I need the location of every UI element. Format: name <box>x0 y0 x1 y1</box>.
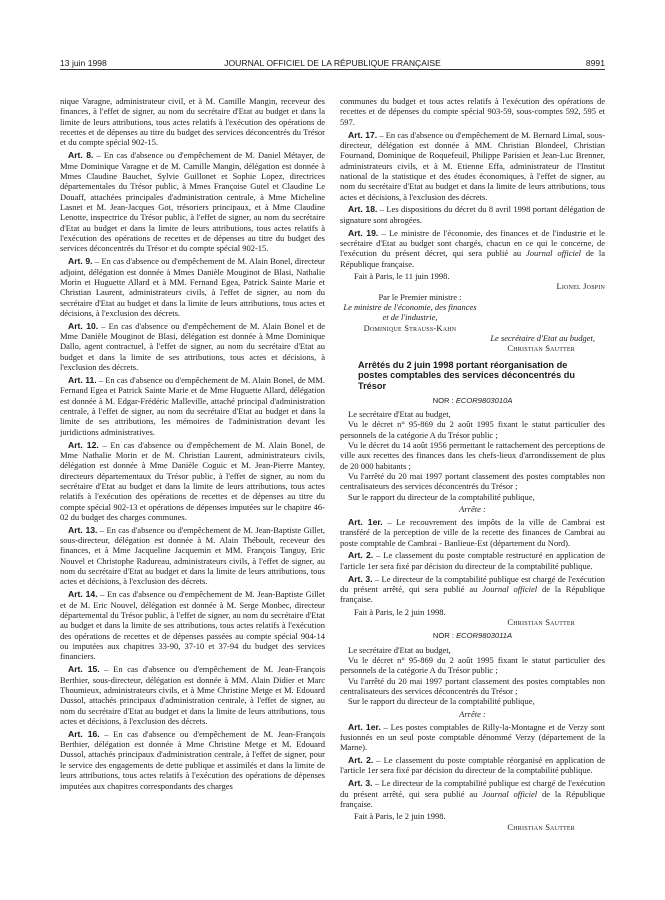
article-19 <box>340 228 605 269</box>
article-number: Art. 17. <box>348 129 378 140</box>
secretary-title: Le secrétaire d'Etat au budget, <box>490 333 595 344</box>
arretes-title: Arrêtés du 2 juin 1998 portant réorganisation de postes comptables des services déconcentrés du Trésor <box>358 359 576 391</box>
nor-reference <box>340 396 605 406</box>
journal-officiel-ref: Journal officiel <box>482 788 538 799</box>
article-8 <box>60 150 325 253</box>
article-11 <box>60 375 325 437</box>
article-number: Art. 2. <box>348 755 374 766</box>
article-text: de la République française. <box>340 248 605 269</box>
article-text: – En cas d'absence ou d'empêchement de M. Alain Bonel, directeur adjoint, délégation est donnée à Mmes Danièle Mouginot de Blasi, Nathalie Morin et Huguette Allard et à MM. Fernand Egea, Patrick Sainte Marie et Christian Laurent, administrateurs civils, à l'effet de signer, au nom du secrétaire d'Etat au budget et dans la limite de leurs attributions, tous actes et décisions, à l'exclusion des décrets. <box>60 256 325 318</box>
article-text: – En cas d'absence ou d'empêchement de M. Alain Bonel et de Mme Danièle Mouginot de Blasi, délégation est donnée à Mme Dominique Dallo, agent contractuel, à l'effet de signer, au nom du secrétaire d'Etat au budget et dans la limite de ses attributions, tous actes et décisions, à l'exclusion des décrets. <box>60 320 325 373</box>
article-text: – Le classement du poste comptable restructuré en application de l'article 1er sera fixé par décision du directeur de la comptabilité publique. <box>340 550 605 571</box>
left-intro: nique Varagne, administrateur civil, et à M. Camille Mangin, receveur des finances, à l'effet de signer, au nom du secrétaire d'Etat au budget et dans la limite de leurs attributions, tous actes relatifs à l'exécution des opérations de recettes et de dépenses au titre du budget des services déconcentrés du Trésor et du compte spécial 902-15. <box>60 96 325 148</box>
article-text: – En cas d'absence ou d'empêchement de M. Jean-Baptiste Gillet, sous-directeur, délégation est donnée à M. Alain Théboult, receveur des finances, et à Mme Jacqueline Jacquemin et MM. François Tanguy, Eric Nouvel et Christophe Radureau, administrateurs civils, à l'effet de signer, au nom du secrétaire d'Etat au budget et dans la limite de leurs attributions, tous actes et décisions, à l'exclusion des décrets. <box>60 524 325 587</box>
arrete2-vu: Vu le décret n° 95-869 du 2 août 1995 fixant le statut particulier des personnels de la catégorie A du Trésor public ; <box>340 654 605 676</box>
arrete1-vu: Vu l'arrêté du 20 mai 1997 portant classement des postes comptables non centralisateurs des services déconcentrés du Trésor ; <box>340 470 605 492</box>
left-column <box>60 96 325 791</box>
article-number: Art. 19. <box>348 227 379 238</box>
article-number: Art. 9. <box>68 256 93 267</box>
article-number: Art. 8. <box>68 150 94 161</box>
article-18 <box>340 204 605 225</box>
article-15 <box>60 664 325 726</box>
minister-title: Le ministre de l'économie, des finances et de l'industrie, <box>343 302 477 323</box>
article-text: de la République française. <box>340 788 605 809</box>
article-text: – En cas d'absence ou d'empêchement de M. Jean-François Berthier, délégation est donnée à Mme Christine Metge et M. Edouard Dussol, attachés principaux d'administration centrale, à l'effet de signer, pour le service des engagements de dette publique et assimilés et dans la limite de leurs attributions, tous actes relatifs à l'exécution des opérations de dépenses imputées aux chapitres correspondants des charges <box>60 728 325 791</box>
article-text: – En cas d'absence ou d'empêchement de M. Bernard Limal, sous-directeur, délégation est donnée à MM. Christian Blondeel, Christian Fournand, Dominique de Roquefeuil, Philippe Parisien et Jean-Luc Brenner, administrateurs civils, et à M. Etienne Effa, administrateur de l'Institut national de la statistique et des études économiques, à l'effet de signer, au nom du secrétaire d'Etat au budget et dans la limite de leurs attributions, tous actes et décisions, à l'exclusion des décrets. <box>340 129 605 202</box>
article-10 <box>60 321 325 373</box>
article-17 <box>340 130 605 202</box>
arrete1-art3 <box>340 574 605 605</box>
article-number: Art. 3. <box>348 573 373 584</box>
arrete-heading: Arrête : <box>459 503 486 514</box>
arrete2-intro: Le secrétaire d'Etat au budget, <box>348 644 451 655</box>
article-13 <box>60 525 325 587</box>
header-page-number: 8991 <box>585 58 605 68</box>
arrete1-vu: Vu le décret du 14 août 1956 permettant le rattachement des perceptions de ville aux recettes des finances dans les chefs-lieux d'arrondissement de plus de 20 000 habitants ; <box>340 439 605 471</box>
article-number: Art. 2. <box>348 550 374 561</box>
article-number: Art. 1er. <box>348 516 383 527</box>
article-text: – Les postes comptables de Rilly-la-Montagne et de Verzy sont fusionnés en un seul poste comptable dénommé Verzy (département de la Marne). <box>340 721 605 753</box>
signature-jospin: Lionel Jospin <box>556 281 605 292</box>
fait-a-paris: Fait à Paris, le 2 juin 1998. <box>354 811 446 822</box>
article-text: – En cas d'absence ou d'empêchement de M. Jean-François Berthier, sous-directeur, délégation est donnée à MM. Alain Didier et Marc Thoumieux, administrateurs civils, et à Mme Christine Metge et M. Edouard Dussol, attachés principaux d'administration centrale, à l'effet de signer, au nom du secrétaire d'Etat au budget et dans la limite de leurs attributions, tous actes et décisions, à l'exclusion des décrets. <box>60 664 325 726</box>
arrete2-vu: Vu l'arrêté du 20 mai 1997 portant classement des postes comptables non centralisateurs des services déconcentrés du Trésor ; <box>340 675 605 696</box>
article-12 <box>60 440 325 523</box>
article-16 <box>60 729 325 791</box>
article-text: – Le ministre de l'économie, des finances et de l'industrie et le secrétaire d'Etat au budget sont chargés, chacun en ce qui le concerne, de l'exécution du présent décret, qui sera publié au <box>340 227 605 259</box>
article-text: – En cas d'absence ou d'empêchement de M. Daniel Métayer, de Mme Dominique Varagne et de M. Camille Mangin, délégation est donnée à Mmes Claudine Bauchet, Sylvie Guillonet et Sophie Lopez, directrices départementales du Trésor public, à Mmes Françoise Gutel et Claudine Le Douaff, attachées principales d'administration centrale, à Mme Micheline Lasnet et M. Jean-Jacques Got, trésoriers principaux, et à Mme Claudine Lenotte, inspectrice du Trésor public, à l'effet de signer, au nom du secrétaire d'Etat au budget et dans la limite de leurs attributions, tous actes relatifs à l'exécution des opérations de recettes et de dépenses au titre du budget des services déconcentrés du Trésor et du compte spécial 902-15. <box>60 150 326 254</box>
signature-strauss-kahn: Dominique Strauss-Kahn <box>363 322 457 333</box>
signature-sautter: Christian Sautter <box>507 616 575 627</box>
article-number: Art. 18. <box>348 204 378 215</box>
article-text: – Le classement du poste comptable réorganisé en application de l'article 1er sera fixé par décision du directeur de la comptabilité publique. <box>340 755 605 776</box>
fait-a-paris: Fait à Paris, le 11 juin 1998. <box>354 271 450 281</box>
article-number: Art. 14. <box>68 589 98 600</box>
fait-a-paris: Fait à Paris, le 2 juin 1998. <box>354 606 446 617</box>
arrete-heading: Arrête : <box>459 708 486 719</box>
right-continuation: communes du budget et tous actes relatifs à l'exécution des opérations de recettes et de dépenses du compte spécial 903-59, sous-comptes 592, 595 et 597. <box>340 96 605 127</box>
article-number: Art. 10. <box>68 320 99 331</box>
signature-sautter: Christian Sautter <box>507 343 575 354</box>
article-text: – Le directeur de la comptabilité publique est chargé de l'exécution du présent arrêté, qui sera publié au <box>340 573 606 594</box>
arrete1-vu: Vu le décret n° 95-869 du 2 août 1995 fixant le statut particulier des personnels de la catégorie A du Trésor public ; <box>340 419 605 440</box>
article-text: – En cas d'absence ou d'empêchement de M. Jean-Baptiste Gillet et de M. Eric Nouvel, délégation est donnée à M. Serge Monbec, directeur départemental du Trésor public, à l'effet de signer, au nom du secrétaire d'Etat au budget et dans la limite de ses attributions, tous actes relatifs à l'exécution des opérations de recettes et de dépenses passées au compte spécial 904-14 ou imputées aux chapitres 33-90, 37-10 et 37-94 du budget des services financiers. <box>60 589 325 662</box>
article-number: Art. 16. <box>68 728 100 739</box>
header-date: 13 juin 1998 <box>60 58 107 68</box>
nor-label: NOR : <box>432 631 457 641</box>
article-number: Art. 15. <box>68 664 100 675</box>
article-text: – En cas d'absence ou d'empêchement de M. Alain Bonel, de Mme Nathalie Morin et de M. Christian Laurent, administrateurs civils, délégation est donnée à Mme Danièle Coguic et M. Jean-Pierre Mantey, directeurs départementaux du Trésor public, à l'effet de signer, au nom du secrétaire d'Etat au budget et dans la limite de leurs attributions, tous actes relatifs à l'exécution des opérations de recettes et de dépenses au titre du compte spécial 902-13 et opérations de dépenses imputées sur le chapitre 46-02 du budget des charges communes. <box>60 439 325 522</box>
arrete1-art2 <box>340 550 605 571</box>
nor-code: ECOR9803010A <box>455 395 513 405</box>
arrete1-rapport: Sur le rapport du directeur de la comptabilité publique, <box>348 491 535 502</box>
article-text: – Les dispositions du décret du 8 avril 1998 portant délégation de signature sont abrogées. <box>340 204 605 225</box>
article-text: – En cas d'absence ou d'empêchement de M. Alain Bonel, de MM. Fernand Egea et Patrick Sainte Marie et de Mme Huguette Allard, délégation est donnée à M. Edgar-Frédéric Malleville, attaché principal d'administration centrale, à l'effet de signer, au nom du secrétaire d'Etat au budget et dans la limite de ses attributions, les mémoires de l'administration devant les juridictions administratives. <box>60 374 325 437</box>
article-text: de la République française. <box>340 583 605 605</box>
journal-officiel-ref: Journal officiel <box>482 583 538 594</box>
arrete2-rapport: Sur le rapport du directeur de la comptabilité publique, <box>348 696 535 707</box>
nor-code: ECOR9803011A <box>456 631 513 641</box>
article-text: – Le recouvrement des impôts de la ville de Cambrai est transféré de la perception de ville de la recette des finances de Cambrai au poste comptable de Cambrai - Banlieue-Est (département du Nord). <box>340 516 605 548</box>
article-number: Art. 1er. <box>348 721 381 732</box>
par-premier-ministre: Par le Premier ministre : <box>378 291 462 302</box>
arrete2-art2 <box>340 755 605 776</box>
article-number: Art. 13. <box>68 524 98 535</box>
nor-reference <box>340 631 605 641</box>
arrete2-art3 <box>340 778 605 809</box>
article-number: Art. 11. <box>68 374 97 385</box>
nor-label: NOR : <box>432 395 456 405</box>
article-number: Art. 12. <box>68 439 99 450</box>
journal-officiel-ref: Journal officiel <box>526 248 581 259</box>
header-rule <box>60 69 605 70</box>
article-9 <box>60 256 325 318</box>
header-title: JOURNAL OFFICIEL DE LA RÉPUBLIQUE FRANÇAISE <box>224 58 441 68</box>
arrete2-art1 <box>340 722 605 753</box>
arrete1-art1 <box>340 517 605 548</box>
right-column <box>340 96 605 832</box>
article-number: Art. 3. <box>348 778 373 789</box>
arrete1-intro: Le secrétaire d'Etat au budget, <box>348 408 451 419</box>
signature-sautter: Christian Sautter <box>507 821 575 832</box>
article-14 <box>60 589 325 661</box>
article-text: – Le directeur de la comptabilité publique est chargé de l'exécution du présent arrêté, qui sera publié au <box>340 778 606 799</box>
